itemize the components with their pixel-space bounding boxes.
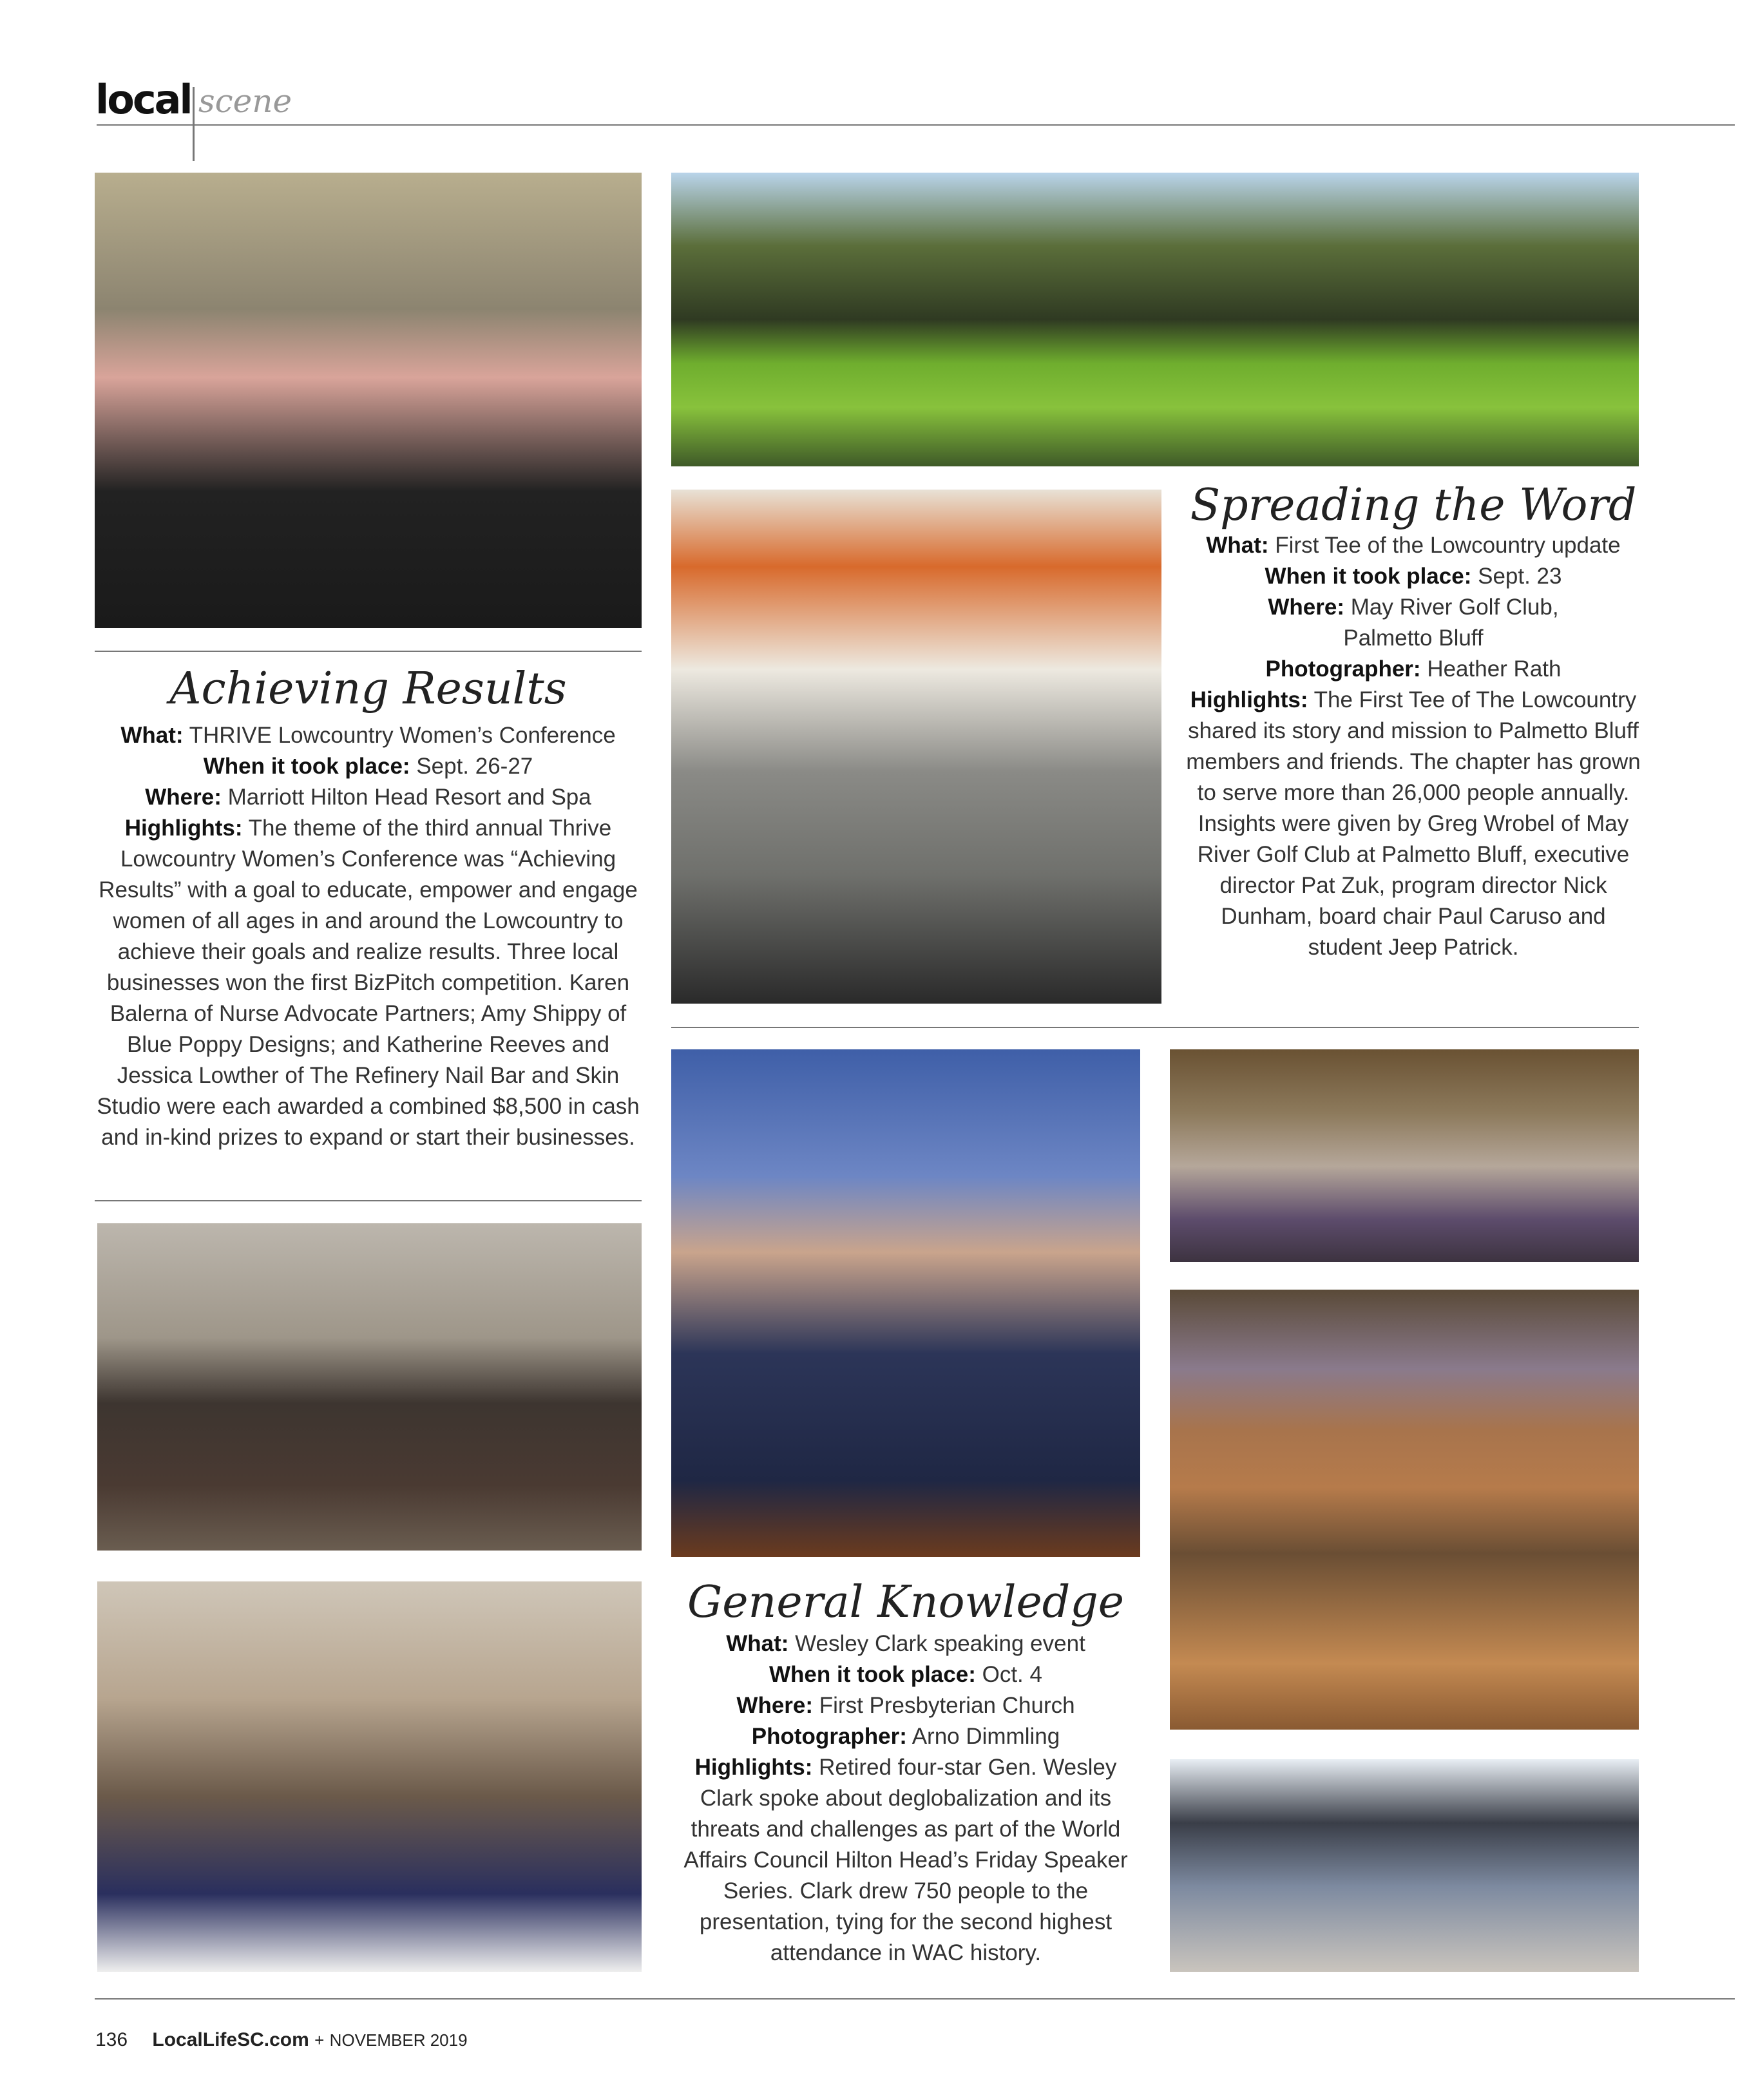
photo-church-audience — [1170, 1290, 1639, 1730]
field-value: The theme of the third annual Thrive Lowcountry Women’s Conference was “Achieving Results” with a goal to educate, empower and engage women of all ages in and around the Lowcountry to achieve their goals and realize results. Three local businesses won the first BizPitch competition. Karen Balerna of Nurse Advocate Partners; Amy Shippy of Blue Poppy Designs; and Katherine Reeves and Jessica Lowther of The Refinery Nail Bar and Skin Studio were each awarded a combined $8,500 in cash and in-kind prizes to expand or start their businesses. — [97, 816, 640, 1150]
story-title: Achieving Results — [169, 663, 567, 714]
field-value: Retired four-star Gen. Wesley Clark spoke about deglobalization and its threats and challenges as part of the World Affairs Council Hilton Head’s Friday Speaker Series. Clark drew 750 people to the presentation, tying for the second highest attendance in WAC history. — [683, 1755, 1128, 1965]
field-value: First Presbyterian Church — [813, 1693, 1075, 1718]
field-label: What: — [1206, 533, 1269, 558]
footer-separator: + — [314, 2030, 325, 2050]
field-value: Sept. 26-27 — [410, 754, 533, 779]
story-rule-top — [95, 651, 642, 652]
field-label: When it took place: — [769, 1662, 976, 1687]
story-title: General Knowledge — [687, 1577, 1125, 1628]
field-label: What: — [120, 723, 184, 748]
field-label: When it took place: — [1265, 564, 1472, 589]
photo-first-tee-group — [671, 490, 1161, 1004]
page-number: 136 — [95, 2029, 128, 2050]
field-label: Photographer: — [1265, 656, 1421, 682]
photo-wesley-clark — [671, 1049, 1140, 1557]
field-value: Sept. 23 — [1471, 564, 1562, 589]
photo-thrive-women — [95, 173, 642, 628]
field-value: Arno Dimmling — [906, 1724, 1060, 1749]
story-rule — [671, 1027, 1639, 1028]
field-label: Photographer: — [751, 1724, 907, 1749]
field-value: Marriott Hilton Head Resort and Spa — [221, 785, 591, 810]
section-logo-scene: scene — [198, 82, 292, 120]
section-logo-local: local — [95, 76, 191, 123]
photo-wachh-event — [1170, 1759, 1639, 1972]
field-label: Highlights: — [1190, 687, 1308, 712]
field-label: Highlights: — [694, 1755, 813, 1780]
field-value: Heather Rath — [1420, 656, 1561, 682]
photo-golf-clubhouse — [671, 173, 1639, 466]
photo-crowd-hall — [1170, 1049, 1639, 1262]
field-label: Where: — [145, 785, 222, 810]
field-label: Highlights: — [124, 816, 243, 841]
field-label: When it took place: — [203, 754, 410, 779]
field-value: The First Tee of The Lowcountry shared its story and mission to Palmetto Bluff members and friends. The chapter has grown to serve more than 26,000 people annually. Insights were given by Greg Wrobel of May River Golf Club at Palmetto Bluff, executive director Pat Zuk, program director Nick Dunham, board chair Paul Caruso and student Jeep Patrick. — [1186, 687, 1641, 960]
field-value: May River Golf Club, Palmetto Bluff — [1343, 595, 1559, 651]
story-rule-bottom — [95, 1200, 642, 1201]
story-general-knowledge — [671, 1577, 1140, 1969]
site-url: LocalLifeSC.com — [152, 2029, 309, 2050]
footer — [95, 2029, 468, 2051]
story-title: Spreading the Word — [1190, 480, 1637, 531]
field-label: Where: — [736, 1693, 814, 1718]
issue-date: NOVEMBER 2019 — [329, 2030, 468, 2050]
story-achieving-results — [95, 663, 642, 1153]
field-value: First Tee of the Lowcountry update — [1268, 533, 1621, 558]
field-label: Where: — [1268, 595, 1345, 620]
field-value: Oct. 4 — [975, 1662, 1042, 1687]
photo-conference-room — [97, 1223, 642, 1551]
footer-rule — [95, 1998, 1735, 2000]
field-value: THRIVE Lowcountry Women’s Conference — [183, 723, 616, 748]
field-value: Wesley Clark speaking event — [788, 1631, 1085, 1656]
photo-vendor-expo — [97, 1581, 642, 1972]
story-spreading-the-word — [1183, 480, 1644, 963]
field-label: What: — [726, 1631, 789, 1656]
header-rule — [97, 124, 1735, 126]
